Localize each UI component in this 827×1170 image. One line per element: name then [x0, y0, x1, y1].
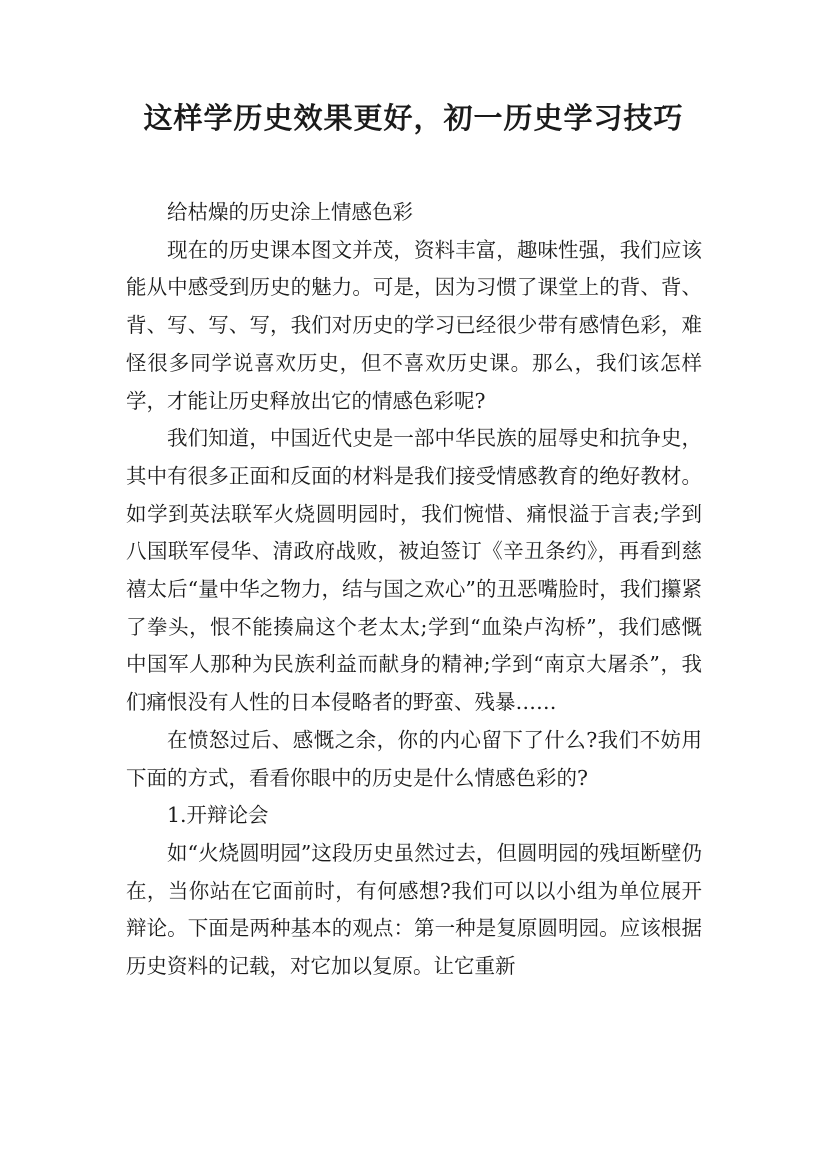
- paragraph: 现在的历史课本图文并茂，资料丰富，趣味性强，我们应该能从中感受到历史的魅力。可是，因为习惯了课堂上的背、背、背、写、写、写，我们对历史的学习已经很少带有感情色彩，难怪很多同学说喜欢历史，但不喜欢历史课。那么，我们该怎样学，才能让历史释放出它的情感色彩呢?: [126, 237, 702, 413]
- section-heading: 给枯燥的历史涂上情感色彩: [167, 200, 413, 224]
- paragraph: 我们知道，中国近代史是一部中华民族的屈辱史和抗争史，其中有很多正面和反面的材料是我们接受情感教育的绝好教材。如学到英法联军火烧圆明园时，我们惋惜、痛恨溢于言表;学到八国联军侵华、清政府战败，被迫签订《辛丑条约》，再看到慈禧太后“量中华之物力，结与国之欢心”的丑恶嘴脸时，我们攥紧了拳头，恨不能揍扁这个老太太;学到“血染卢沟桥”，我们感慨中国军人那种为民族利益而献身的精神;学到“南京大屠杀”，我们痛恨没有人性的日本侵略者的野蛮、残暴……: [126, 426, 702, 715]
- document-body: [126, 194, 702, 986]
- list-heading: 1.开辩论会: [167, 803, 269, 828]
- document-title: 这样学历史效果更好，初一历史学习技巧: [143, 101, 684, 135]
- paragraph: 在愤怒过后、感慨之余，你的内心留下了什么?我们不妨用下面的方式，看看你眼中的历史是什么情感色彩的?: [126, 727, 702, 790]
- paragraph: 如“火烧圆明园”这段历史虽然过去，但圆明园的残垣断壁仍在，当你站在它面前时，有何感想?我们可以以小组为单位展开辩论。下面是两种基本的观点：第一种是复原圆明园。应该根据历史资料的记载，对它加以复原。让它重新: [126, 840, 702, 979]
